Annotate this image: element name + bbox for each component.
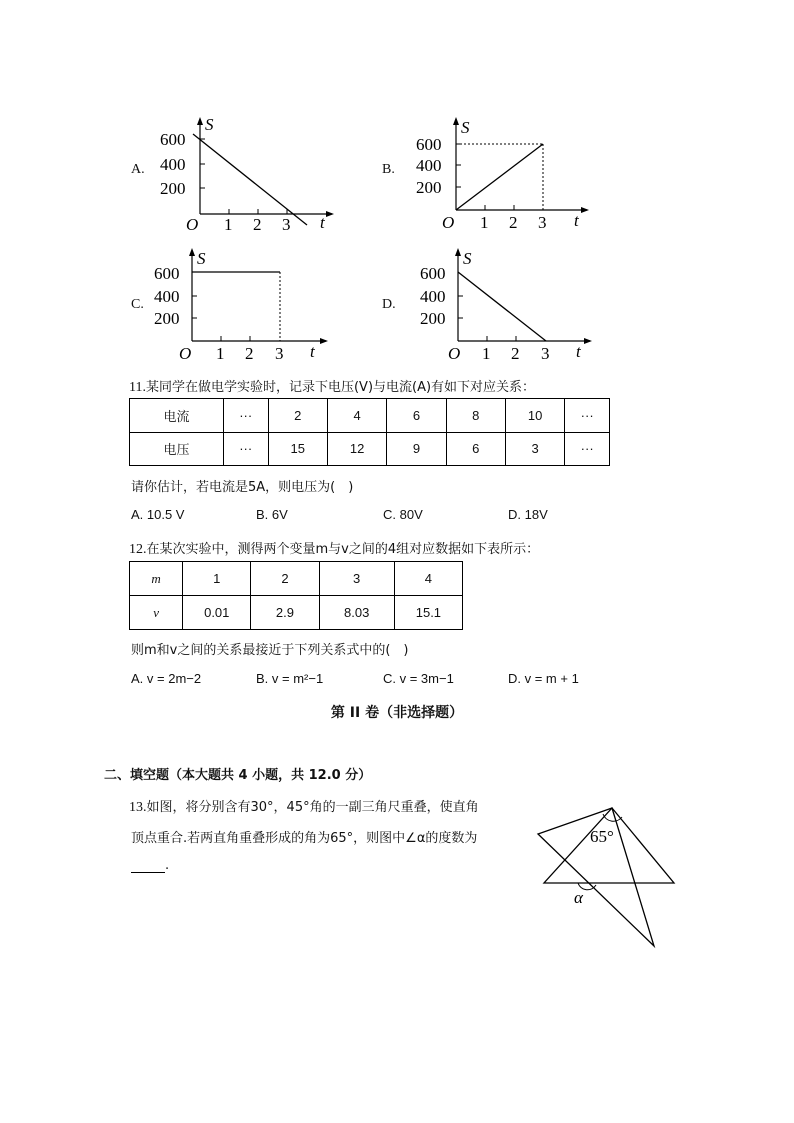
- q11-number: 11.: [129, 380, 146, 395]
- table-row: [130, 399, 610, 433]
- q11-stem-text: 某同学在做电学实验时，记录下电压(V)与电流(A)有如下对应关系：: [145, 380, 536, 395]
- table-cell: 3: [319, 562, 394, 596]
- q11-choice-a[interactable]: A. 10.5 V: [131, 507, 185, 522]
- q12-stem: [129, 538, 539, 558]
- angle-65-label: 65°: [590, 827, 614, 846]
- q12-choice-a[interactable]: A. v = 2m−2: [131, 671, 202, 686]
- table-cell: 4: [327, 399, 386, 433]
- answer-blank[interactable]: [131, 860, 165, 873]
- q13-line1-text: 如图，将分别含有30°，45°角的一副三角尺重叠，使直角: [146, 800, 479, 815]
- q13-number: 13.: [129, 800, 147, 815]
- option-d-origin: O: [448, 344, 461, 363]
- q12-table: [129, 561, 463, 630]
- option-c-ytick-400: 400: [154, 287, 180, 306]
- option-a-xtick-2: 2: [253, 215, 262, 232]
- option-c-ylabel: S: [197, 249, 206, 268]
- table-cell: 3: [505, 432, 564, 466]
- q13-answer-end: .: [165, 858, 170, 873]
- option-b-ytick-600: 600: [416, 135, 442, 154]
- q11-choice-b[interactable]: B. 6V: [256, 507, 288, 522]
- option-c-xlabel: t: [310, 342, 315, 361]
- option-d-ylabel: S: [463, 249, 472, 268]
- option-c-xtick-1: 1: [216, 344, 225, 363]
- table-row: [130, 432, 610, 466]
- option-b-ylabel: S: [461, 118, 470, 137]
- option-a-ylabel: S: [205, 115, 214, 134]
- table-row: [130, 596, 463, 630]
- table-cell: 0.01: [183, 596, 251, 630]
- q13-line1: [129, 796, 479, 816]
- option-b-graph: [402, 112, 592, 232]
- option-d-xlabel: t: [576, 342, 581, 361]
- table-cell: ···: [223, 399, 268, 433]
- table-cell: 6: [387, 399, 446, 433]
- option-b-xtick-1: 1: [480, 213, 489, 232]
- option-b-origin: O: [442, 213, 455, 232]
- table-cell: ···: [223, 432, 268, 466]
- option-d-xtick-2: 2: [511, 344, 520, 363]
- option-b-xlabel: t: [574, 211, 579, 230]
- table-cell: m: [130, 562, 183, 596]
- option-d-ytick-200: 200: [420, 309, 446, 328]
- option-c-ytick-600: 600: [154, 264, 180, 283]
- q13-line2: 顶点重合.若两直角重叠形成的角为65°，则图中∠α的度数为: [131, 831, 478, 846]
- table-cell: 15: [268, 432, 327, 466]
- table-cell: 2: [268, 399, 327, 433]
- alpha-label: α: [574, 888, 583, 907]
- q11-question: 请你估计，若电流是5A，则电压为( ): [131, 480, 354, 495]
- table-cell: 6: [446, 432, 505, 466]
- option-c-xtick-2: 2: [245, 344, 254, 363]
- table-cell: 15.1: [394, 596, 462, 630]
- option-d-ytick-400: 400: [420, 287, 446, 306]
- option-d-xtick-3: 3: [541, 344, 550, 363]
- section-title: 第 II 卷（非选择题）: [330, 705, 464, 721]
- table-cell: 9: [387, 432, 446, 466]
- table-cell: 10: [505, 399, 564, 433]
- table-cell: 8: [446, 399, 505, 433]
- table-cell: 12: [327, 432, 386, 466]
- q12-choice-d[interactable]: D. v = m + 1: [508, 671, 579, 686]
- table-cell: ···: [565, 399, 610, 433]
- q13-answer-line: [131, 858, 169, 873]
- option-c-ytick-200: 200: [154, 309, 180, 328]
- table-cell: 电压: [130, 432, 224, 466]
- option-c-xtick-3: 3: [275, 344, 284, 363]
- table-cell: 2.9: [251, 596, 319, 630]
- option-a-letter: A.: [131, 162, 145, 177]
- table-cell: 1: [183, 562, 251, 596]
- option-b-xtick-2: 2: [509, 213, 518, 232]
- option-d-ytick-600: 600: [420, 264, 446, 283]
- q12-question: 则m和v之间的关系最接近于下列关系式中的( ): [131, 643, 409, 658]
- option-b-xtick-3: 3: [538, 213, 547, 232]
- option-b-ytick-200: 200: [416, 178, 442, 197]
- option-d-xtick-1: 1: [482, 344, 491, 363]
- option-c-graph: [146, 243, 336, 365]
- table-cell: v: [130, 596, 183, 630]
- option-a-ytick-600: 600: [160, 130, 186, 149]
- q12-choice-b[interactable]: B. v = m²−1: [256, 671, 324, 686]
- option-a-ytick-200: 200: [160, 179, 186, 198]
- q12-choice-c[interactable]: C. v = 3m−1: [383, 671, 454, 686]
- table-cell: 2: [251, 562, 319, 596]
- q12-number: 12.: [129, 542, 147, 557]
- option-b-ytick-400: 400: [416, 156, 442, 175]
- table-row: [130, 562, 463, 596]
- q11-stem: [129, 376, 535, 396]
- option-c-letter: C.: [131, 297, 144, 312]
- option-a-xlabel: t: [320, 213, 325, 232]
- option-a-graph: [150, 112, 340, 232]
- section-heading: 二、填空题（本大题共 4 小题，共 12.0 分）: [104, 768, 372, 783]
- option-a-xtick-3: 3: [282, 215, 291, 232]
- option-d-graph: [410, 243, 600, 365]
- option-d-letter: D.: [382, 297, 396, 312]
- option-a-origin: O: [186, 215, 199, 232]
- option-b-letter: B.: [382, 162, 395, 177]
- q11-choice-d[interactable]: D. 18V: [508, 507, 548, 522]
- table-cell: 电流: [130, 399, 224, 433]
- option-a-ytick-400: 400: [160, 155, 186, 174]
- table-cell: ···: [565, 432, 610, 466]
- q13-figure: [528, 800, 684, 952]
- q11-choice-c[interactable]: C. 80V: [383, 507, 423, 522]
- option-c-origin: O: [179, 344, 192, 363]
- table-cell: 8.03: [319, 596, 394, 630]
- q12-stem-text: 在某次实验中，测得两个变量m与v之间的4组对应数据如下表所示：: [146, 542, 540, 557]
- table-cell: 4: [394, 562, 462, 596]
- q11-table: [129, 398, 610, 466]
- option-a-xtick-1: 1: [224, 215, 233, 232]
